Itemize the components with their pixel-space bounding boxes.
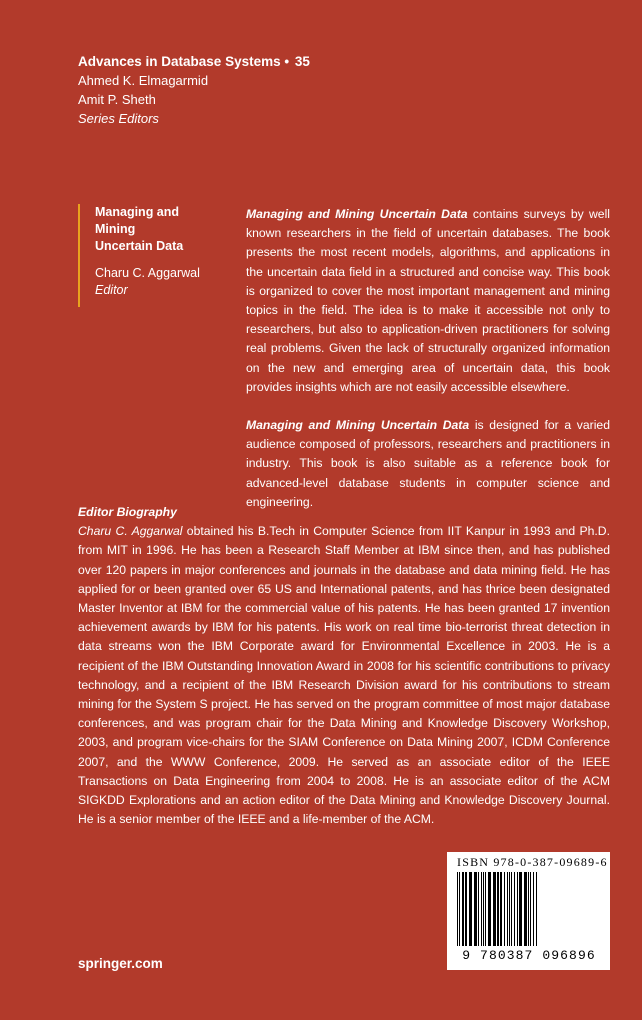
barcode-bar xyxy=(457,872,458,946)
barcode-bar xyxy=(500,872,502,946)
barcode-bar xyxy=(459,872,460,946)
description-p2-text: is designed for a varied audience composed of professors, researchers and practitioners in industry. This book is also suitable as a reference book for advanced-level database students in computer science and engineering. xyxy=(246,418,610,509)
description-p2-title: Managing and Mining Uncertain Data xyxy=(246,418,470,433)
barcode-digits: 9 780387 096896 xyxy=(462,948,596,963)
book-title-line2: Uncertain Data xyxy=(95,239,184,253)
series-separator: • xyxy=(284,54,290,69)
barcode-bar xyxy=(478,872,479,946)
barcode-bar xyxy=(511,872,512,946)
barcode-bar xyxy=(465,872,467,946)
book-editor-label: Editor xyxy=(95,283,128,297)
book-description xyxy=(246,205,610,531)
barcode-bar xyxy=(481,872,482,946)
description-p1-text: contains surveys by well known researchers in the field of uncertain databases. The book presents the most recent models, algorithms, and applications in the uncertain data field in a structured and concise way. This book is organized to cover the most important management and mining topics in the field. The idea is to make it accessible not only to researchers, but also to application-driven practitioners for solving real problems. Given the lack of structurally organized information on the new and emerging area of uncertain data, this book provides insights which are not easily accessible elsewhere. xyxy=(246,207,610,394)
series-editor-2: Amit P. Sheth xyxy=(78,92,156,107)
series-editor-1: Ahmed K. Elmagarmid xyxy=(78,73,209,88)
barcode-bar xyxy=(497,872,499,946)
book-title-line1: Managing and Mining xyxy=(95,205,180,236)
series-volume: 35 xyxy=(294,54,310,69)
book-title xyxy=(95,204,210,255)
publisher-url: springer.com xyxy=(78,956,163,971)
barcode-bar xyxy=(514,872,515,946)
barcode-bar xyxy=(483,872,484,946)
barcode-bar xyxy=(485,872,486,946)
barcode-bar xyxy=(533,872,534,946)
series-editors-label: Series Editors xyxy=(78,111,159,126)
barcode-bar xyxy=(507,872,508,946)
barcode-bar xyxy=(493,872,496,946)
editor-biography xyxy=(78,503,610,829)
barcode-bar xyxy=(462,872,464,946)
barcode-bar xyxy=(509,872,510,946)
book-editor-name: Charu C. Aggarwal xyxy=(95,266,200,280)
barcode-bar xyxy=(519,872,522,946)
barcode-bar xyxy=(524,872,527,946)
biography-name: Charu C. Aggarwal xyxy=(78,524,183,539)
barcode-bar xyxy=(504,872,505,946)
barcode-bar xyxy=(528,872,529,946)
barcode-bar xyxy=(517,872,518,946)
series-title xyxy=(78,52,310,71)
barcode-bar xyxy=(488,872,491,946)
description-p1-title: Managing and Mining Uncertain Data xyxy=(246,207,468,221)
barcode-bars xyxy=(453,872,605,948)
book-title-box xyxy=(78,204,210,307)
description-paragraph-2 xyxy=(246,416,610,512)
isbn-barcode xyxy=(447,852,610,970)
biography-body xyxy=(78,522,610,829)
barcode-bar xyxy=(536,872,537,946)
barcode-bar xyxy=(469,872,472,946)
biography-text: obtained his B.Tech in Computer Science from IIT Kanpur in 1993 and Ph.D. from MIT in 1996. He has been a Research Staff Member at IBM since then, and has published over 120 papers in major conferences and journals in the database and data mining field. He has applied for or been granted over 65 US and International patents, and has thrice been designated Master Inventor at IBM for the commercial value of his patents. He has been granted 17 invention achievement awards by IBM for his patents. His work on real time bio-terrorist threat detection in data streams won the IBM Corporate award for Environmental Excellence in 2003. He is a recipient of the IBM Outstanding Innovation Award in 2008 for his scientific contributions to privacy technology, and a recipient of the IBM Research Division award for his contributions to stream mining for the System S project. He has served on the program committee of most major database conferences, and was program chair for the Data Mining and Knowledge Discovery Workshop, 2003, and program vice-chairs for the SIAM Conference on Data Mining 2007, ICDM Conference 2007, and the WWW Conference, 2009. He served as an associate editor of the IEEE Transactions on Data Engineering from 2004 to 2008. He is an associate editor of the ACM SIGKDD Explorations and an action editor of the Data Mining and Knowledge Discovery Journal. He is a senior member of the IEEE and a life-member of the ACM. xyxy=(78,524,610,827)
barcode-bar xyxy=(474,872,477,946)
series-info xyxy=(78,52,310,128)
barcode-bar xyxy=(530,872,531,946)
biography-heading: Editor Biography xyxy=(78,505,177,519)
isbn-number: ISBN 978-0-387-09689-6 xyxy=(457,855,608,869)
series-name: Advances in Database Systems xyxy=(78,54,281,69)
description-paragraph-1 xyxy=(246,205,610,397)
